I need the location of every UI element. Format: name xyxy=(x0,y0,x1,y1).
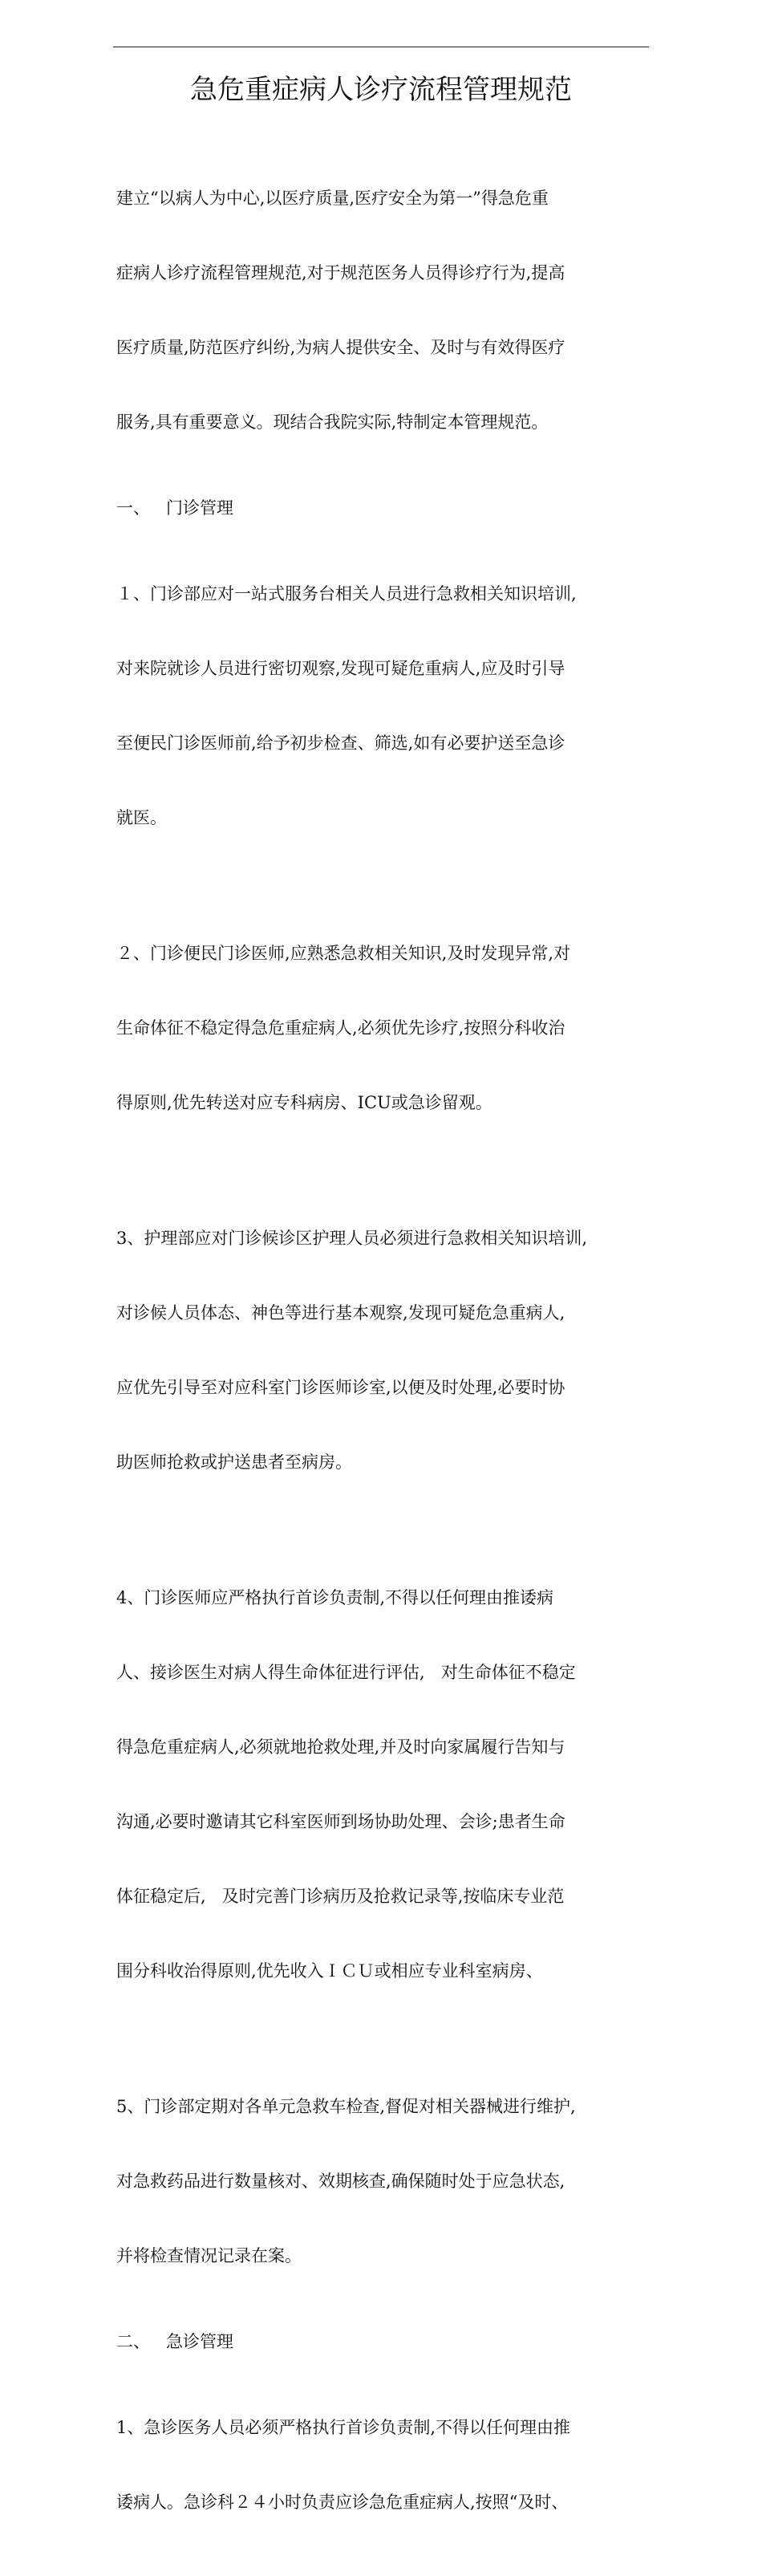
emergency-item-1 xyxy=(116,2366,655,2565)
section-heading-outpatient: 一、 门诊管理 xyxy=(116,498,234,518)
intro-paragraph xyxy=(116,136,655,485)
text-line: 5、门诊部定期对各单元急救车检查,督促对相关器械进行维护, xyxy=(116,2097,576,2116)
text-line: 诿病人。急诊科２４小时负责应诊急危重症病人,按照“及时、 xyxy=(116,2493,569,2512)
text-line: 围分科收治得原则,优先收入ＩＣＵ或相应专业科室病房、 xyxy=(116,1961,543,1981)
text-line: 建立“以病人为中心,以医疗质量,医疗安全为第一”得急危重 xyxy=(116,189,549,208)
text-line: 1、急诊医务人员必须严格执行首诊负责制,不得以任何理由推 xyxy=(116,2418,571,2437)
text-line: 对急救药品进行数量核对、效期核查,确保随时处于应急状态, xyxy=(116,2172,565,2191)
section-heading-emergency: 二、 急诊管理 xyxy=(116,2332,234,2351)
text-line: 应优先引导至对应科室门诊医师诊室,以便及时处理,必要时协 xyxy=(116,1378,565,1397)
outpatient-item-5 xyxy=(116,2045,655,2318)
outpatient-item-4 xyxy=(116,1536,655,2034)
text-line: 症病人诊疗流程管理规范,对于规范医务人员得诊疗行为,提高 xyxy=(116,263,565,282)
text-line: 人、接诊医生对病人得生命体征进行评估, 对生命体征不稳定 xyxy=(116,1663,576,1682)
text-line: 对来院就诊人员进行密切观察,发现可疑危重病人,应及时引导 xyxy=(116,659,565,678)
text-line: 体征稳定后, 及时完善门诊病历及抢救记录等,按临床专业范 xyxy=(116,1887,565,1906)
text-line: 就医。 xyxy=(116,808,167,827)
text-line: 助医师抢救或护送患者至病房。 xyxy=(116,1453,352,1472)
text-line: 得原则,优先转送对应专科病房、ICU或急诊留观。 xyxy=(116,1093,492,1112)
text-line: 生命体征不稳定得急危重症病人,必须优先诊疗,按照分科收治 xyxy=(116,1018,565,1038)
text-line: 4、门诊医师应严格执行首诊负责制,不得以任何理由推诿病 xyxy=(116,1588,554,1607)
text-line: 沟通,必要时邀请其它科室医师到场协助处理、会诊;患者生命 xyxy=(116,1812,565,1831)
text-line: 医疗质量,防范医疗纠纷,为病人提供安全、及时与有效得医疗 xyxy=(116,338,565,357)
text-line: 至便民门诊医师前,给予初步检查、筛选,如有必要护送至急诊 xyxy=(116,733,565,753)
text-line: ２、门诊便民门诊医师,应熟悉急救相关知识,及时发现异常,对 xyxy=(116,944,571,963)
document-body xyxy=(116,136,655,2576)
text-line: 对诊候人员体态、神色等进行基本观察,发现可疑危急重病人, xyxy=(116,1303,565,1323)
text-line: 3、护理部应对门诊候诊区护理人员必须进行急救相关知识培训, xyxy=(116,1229,588,1248)
outpatient-item-3 xyxy=(116,1176,655,1525)
text-line: 得急危重症病人,必须就地抢救处理,并及时向家属履行告知与 xyxy=(116,1737,565,1757)
document-title: 急危重症病人诊疗流程管理规范 xyxy=(190,74,572,106)
outpatient-item-1 xyxy=(116,532,655,880)
text-line: 服务,具有重要意义。现结合我院实际,特制定本管理规范。 xyxy=(116,412,549,432)
outpatient-item-2 xyxy=(116,892,655,1165)
text-line: 并将检查情况记录在案。 xyxy=(116,2246,302,2265)
text-line: １、门诊部应对一站式服务台相关人员进行急救相关知识培训, xyxy=(116,584,577,603)
